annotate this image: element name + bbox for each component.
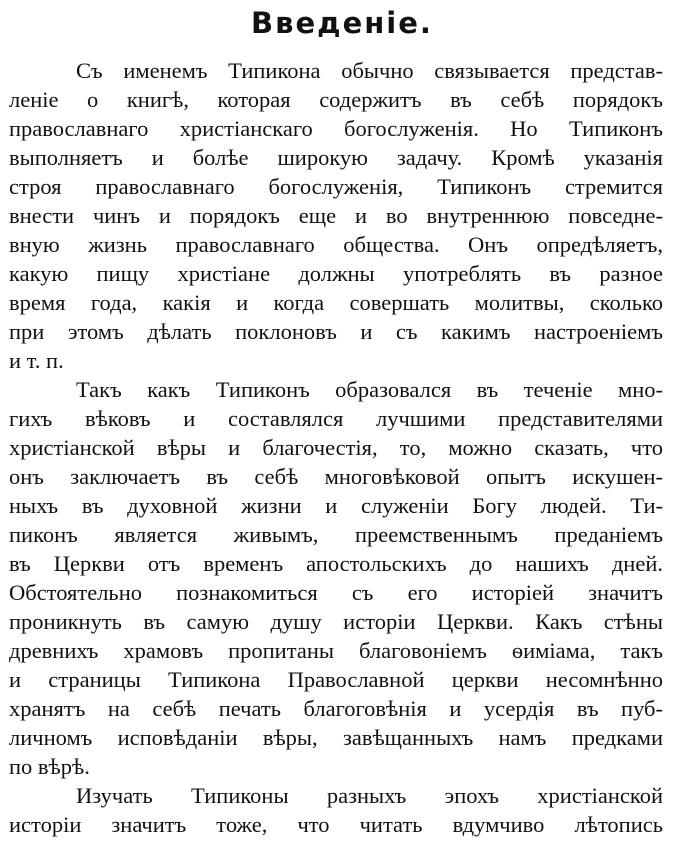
text-line-19: Обстоятельно познакомиться съ его исторiей значитъ: [9, 580, 663, 605]
text-line-13: гихъ вѣковъ и составлялся лучшими представителями: [9, 406, 663, 431]
text-line-17: пиконъ является живымъ, преемственнымъ преданiемъ: [9, 522, 663, 547]
text-line-26: Изучать Типиконы разныхъ эпохъ христiанской: [76, 783, 663, 808]
text-line-21: древнихъ храмовъ пропитаны благовонiемъ ѳимiама, такъ: [9, 638, 663, 663]
text-line-20: проникнуть въ самую душу исторiи Церкви. Какъ стѣны: [9, 609, 663, 634]
text-line-27: исторiи значитъ тоже, что читать вдумчиво лѣтопись: [9, 812, 663, 837]
text-line-3: православнаго христiанскаго богослуженiя. Но Типиконъ: [9, 116, 663, 141]
text-line-12: Такъ какъ Типиконъ образовался въ теченiе мно-: [76, 377, 663, 402]
text-line-23: хранятъ на себѣ печать благоговѣнiя и усердiя въ пуб-: [9, 696, 663, 721]
text-line-5: строя православнаго богослуженiя, Типиконъ стремится: [9, 174, 663, 199]
text-line-6: внести чинъ и порядокъ еще и во внутреннюю повседне-: [9, 203, 663, 228]
text-line-25: по вѣрѣ.: [9, 754, 90, 779]
text-line-15: онъ заключаетъ въ себѣ многовѣковой опытъ искушен-: [9, 464, 663, 489]
text-line-7: вную жизнь православнаго общества. Онъ опредѣляетъ,: [9, 232, 663, 257]
text-line-4: выполняетъ и болѣе широкую задачу. Кромѣ указанiя: [9, 145, 663, 170]
text-line-14: христiанской вѣры и благочестiя, то, можно сказать, что: [9, 435, 663, 460]
text-line-24: личномъ исповѣданiи вѣры, завѣщанныхъ намъ предками: [9, 725, 663, 750]
text-line-8: какую пищу христiане должны употреблять въ разное: [9, 261, 663, 286]
text-line-10: при этомъ дѣлать поклоновъ и съ какимъ настроенiемъ: [9, 319, 663, 344]
text-line-9: время года, какiя и когда совершать молитвы, сколько: [9, 290, 663, 315]
text-line-18: въ Церкви отъ временъ апостольскихъ до нашихъ дней.: [9, 551, 663, 576]
text-line-11: и т. п.: [9, 348, 64, 373]
text-line-16: ныхъ въ духовной жизни и служенiи Богу людей. Ти-: [9, 493, 663, 518]
text-line-2: ленiе о книгѣ, которая содержитъ въ себѣ порядокъ: [9, 87, 663, 112]
page-title: Введенiе.: [251, 6, 433, 40]
text-line-1: Съ именемъ Типикона обычно связывается представ-: [76, 58, 663, 83]
text-line-22: и страницы Типикона Православной церкви несомнѣнно: [9, 667, 663, 692]
